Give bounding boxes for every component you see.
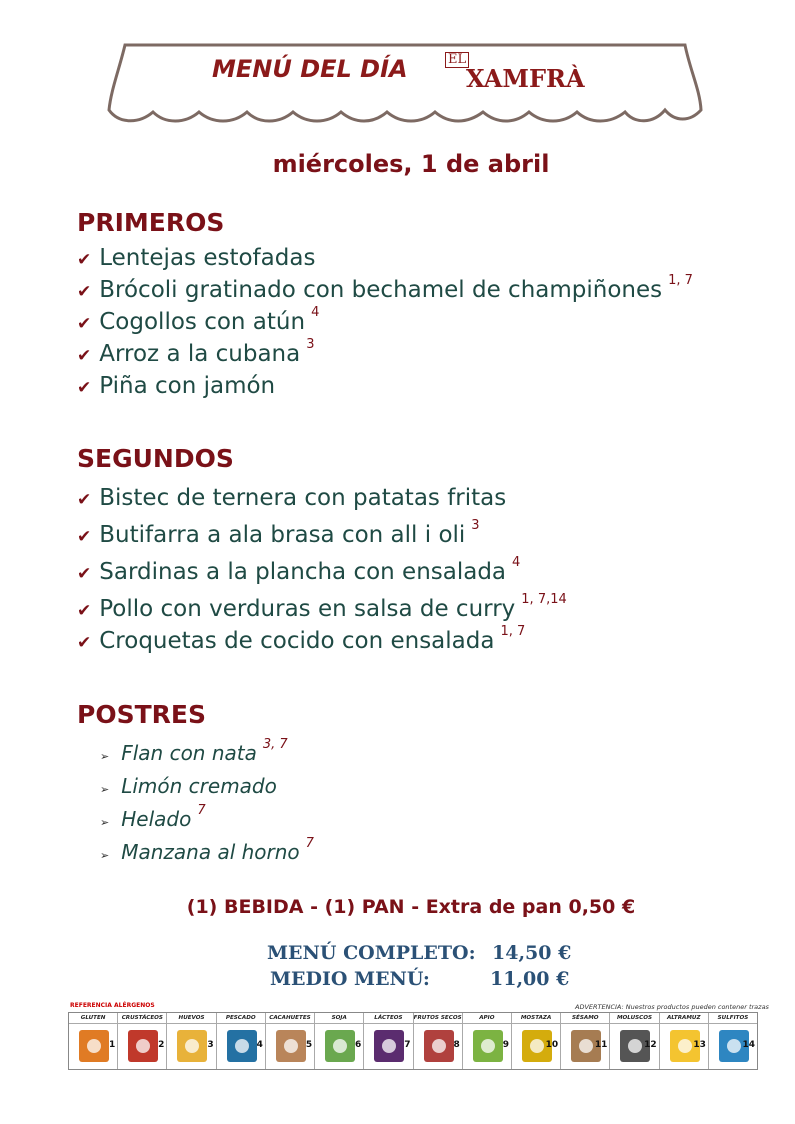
allergen-cell: [610, 1013, 659, 1069]
egg-icon: [177, 1030, 207, 1062]
allergen-number: 11: [594, 1040, 608, 1050]
allergen-name: SÉSAMO: [561, 1013, 609, 1024]
allergen-name: PESCADO: [217, 1013, 265, 1024]
dish-name: Pollo con verduras en salsa de curry: [99, 596, 516, 622]
allergen-name: HUEVOS: [167, 1013, 215, 1024]
allergen-warning: ADVERTENCIA: Nuestros productos pueden contener trazas: [575, 1003, 769, 1011]
allergen-cell: [463, 1013, 512, 1069]
allergen-codes: 3: [471, 518, 480, 533]
allergen-number: 13: [693, 1040, 706, 1050]
allergen-codes: 4: [512, 555, 521, 570]
allergen-number: 7: [404, 1040, 411, 1050]
allergen-name: CACAHUETES: [266, 1013, 314, 1024]
allergen-cell: [69, 1013, 118, 1069]
allergen-cell: [512, 1013, 561, 1069]
allergen-cell: [561, 1013, 610, 1069]
allergen-name: SOJA: [315, 1013, 363, 1024]
arrow-bullet-icon: ➢: [100, 783, 110, 796]
primeros-item: [77, 337, 315, 367]
dish-name: Flan con nata: [121, 741, 257, 765]
checkmark-icon: ✔: [77, 490, 92, 510]
celery-icon: [473, 1030, 503, 1062]
primeros-item: [77, 273, 693, 303]
drinks-line: (1) BEBIDA - (1) PAN - Extra de pan 0,50 €: [186, 896, 636, 918]
shrimp-icon: [128, 1030, 158, 1062]
brand-prefix: EL: [445, 52, 469, 68]
postres-item: [100, 737, 288, 765]
checkmark-icon: ✔: [77, 527, 92, 547]
checkmark-icon: ✔: [77, 282, 92, 302]
segundos-item: [77, 485, 506, 511]
allergen-cell: [709, 1013, 757, 1069]
allergen-number: 3: [207, 1040, 214, 1050]
allergen-codes: 3, 7: [262, 737, 288, 752]
allergen-codes: 7: [197, 803, 206, 818]
allergen-number: 12: [644, 1040, 657, 1050]
section-heading-primeros: PRIMEROS: [77, 208, 225, 237]
price-half-value: 11,00 €: [490, 968, 570, 990]
peanut-icon: [276, 1030, 306, 1062]
postres-item: [100, 774, 277, 798]
price-full-value: 14,50 €: [492, 942, 572, 964]
allergen-name: ALTRAMUZ: [660, 1013, 708, 1024]
dish-name: Cogollos con atún: [99, 309, 306, 335]
allergen-name: MOSTAZA: [512, 1013, 560, 1024]
allergen-number: 9: [502, 1040, 509, 1050]
section-heading-segundos: SEGUNDOS: [77, 444, 234, 473]
segundos-item: [77, 624, 526, 654]
dish-name: Butifarra a ala brasa con all i oli: [99, 522, 466, 548]
soy-icon: [325, 1030, 355, 1062]
dish-name: Bistec de ternera con patatas fritas: [99, 485, 507, 511]
checkmark-icon: ✔: [77, 346, 92, 366]
allergen-number: 2: [158, 1040, 165, 1050]
allergen-number: 14: [742, 1040, 756, 1050]
allergen-cell: [266, 1013, 315, 1069]
allergen-name: CRUSTÁCEOS: [118, 1013, 166, 1024]
allergen-number: 1: [108, 1040, 116, 1050]
segundos-item: [77, 518, 480, 548]
section-heading-postres: POSTRES: [77, 700, 206, 729]
allergen-cell: [217, 1013, 266, 1069]
checkmark-icon: ✔: [77, 314, 92, 334]
allergen-name: FRUTOS SECOS: [414, 1013, 462, 1024]
dish-name: Limón cremado: [121, 774, 277, 798]
allergen-codes: 7: [305, 836, 314, 851]
allergen-name: APIO: [463, 1013, 511, 1024]
allergen-number: 8: [453, 1040, 460, 1050]
primeros-item: [77, 245, 315, 271]
wheat-icon: [79, 1030, 109, 1062]
segundos-item: [77, 592, 567, 622]
allergen-reference-label: REFERENCIA ALÉRGENOS: [70, 1002, 155, 1009]
nut-icon: [424, 1030, 454, 1062]
allergen-chart: [68, 1012, 758, 1070]
checkmark-icon: ✔: [77, 601, 92, 621]
price-half-label: MEDIO MENÚ:: [270, 968, 430, 990]
postres-item: [100, 803, 206, 831]
segundos-item: [77, 555, 521, 585]
arrow-bullet-icon: ➢: [100, 849, 110, 862]
allergen-name: MOLUSCOS: [610, 1013, 658, 1024]
dish-name: Arroz a la cubana: [99, 341, 301, 367]
dish-name: Helado: [121, 807, 192, 831]
primeros-item: [77, 305, 320, 335]
arrow-bullet-icon: ➢: [100, 750, 110, 763]
allergen-cell: [315, 1013, 364, 1069]
allergen-codes: 1, 7: [668, 273, 693, 288]
allergen-cell: [118, 1013, 167, 1069]
dish-name: Piña con jamón: [99, 373, 276, 399]
primeros-item: [77, 373, 275, 399]
dish-name: Lentejas estofadas: [99, 245, 316, 271]
allergen-codes: 4: [311, 305, 320, 320]
checkmark-icon: ✔: [77, 564, 92, 584]
allergen-number: 5: [305, 1040, 313, 1050]
menu-date: miércoles, 1 de abril: [272, 150, 550, 178]
menu-title: MENÚ DEL DÍA: [212, 55, 408, 83]
allergen-codes: 1, 7: [500, 624, 526, 639]
allergen-number: 4: [256, 1040, 263, 1050]
allergen-number: 6: [355, 1040, 362, 1050]
postres-item: [100, 836, 314, 864]
milk-icon: [374, 1030, 404, 1062]
arrow-bullet-icon: ➢: [100, 816, 110, 829]
allergen-cell: [167, 1013, 216, 1069]
allergen-codes: 3: [306, 337, 315, 352]
dish-name: Croquetas de cocido con ensalada: [99, 628, 495, 654]
allergen-cell: [364, 1013, 413, 1069]
allergen-codes: 1, 7,14: [521, 592, 567, 607]
price-full-label: MENÚ COMPLETO:: [267, 942, 476, 964]
awning-banner: [105, 40, 705, 130]
checkmark-icon: ✔: [77, 250, 92, 270]
checkmark-icon: ✔: [77, 378, 92, 398]
allergen-cell: [660, 1013, 709, 1069]
checkmark-icon: ✔: [77, 633, 92, 653]
allergen-number: 10: [545, 1040, 559, 1050]
brand-name: XAMFRÀ: [466, 64, 585, 93]
dish-name: Manzana al horno: [121, 840, 300, 864]
allergen-name: GLUTEN: [69, 1013, 117, 1024]
dish-name: Sardinas a la plancha con ensalada: [99, 559, 507, 585]
allergen-name: LÁCTEOS: [364, 1013, 412, 1024]
allergen-name: SULFITOS: [709, 1013, 757, 1024]
fish-icon: [227, 1030, 257, 1062]
dish-name: Brócoli gratinado con bechamel de champiñones: [99, 277, 663, 303]
allergen-cell: [414, 1013, 463, 1069]
